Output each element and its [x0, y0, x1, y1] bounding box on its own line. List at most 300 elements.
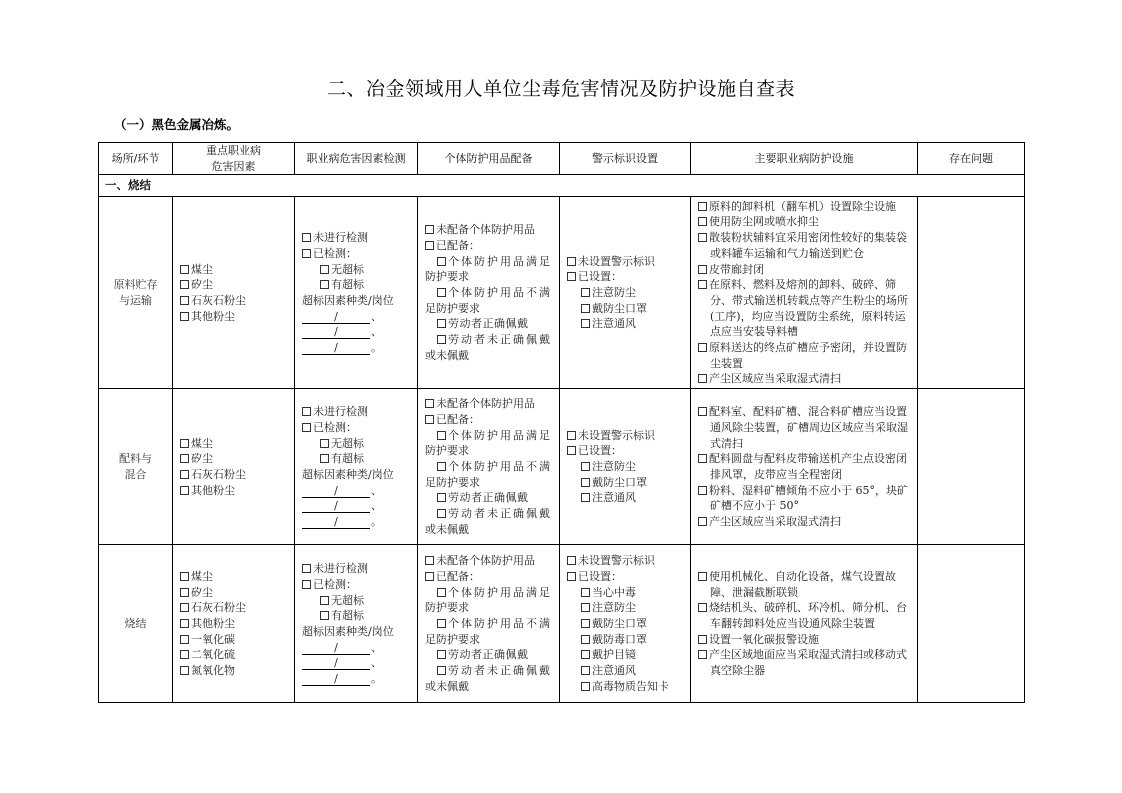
factor-option	[180, 600, 290, 616]
separator: 、	[371, 656, 382, 670]
detection-not-exceeded-label: 无超标	[331, 262, 364, 276]
facility-option-label: 烧结机头、破碎机、环冷机、筛分机、台车翻转卸料处应当设通风除尘装置	[709, 601, 907, 631]
facility-option-label: 原料送达的终点矿槽应予密闭，并设置防尘装置	[709, 341, 907, 370]
signs-set	[567, 269, 686, 285]
ppe-not-equipped-label: 未配备个体防护用品	[436, 554, 535, 568]
checkbox[interactable]	[180, 619, 189, 628]
exceed-factor-input[interactable]: /	[302, 484, 370, 498]
sign-option-label: 注意防尘	[592, 286, 636, 300]
warning-signs-cell	[560, 389, 691, 545]
sign-option-label: 戴防尘口罩	[592, 617, 647, 631]
ppe-worn-correctly	[425, 316, 555, 332]
sign-option-label: 注意通风	[592, 491, 636, 505]
checkbox[interactable]	[180, 635, 189, 644]
facility-option	[698, 404, 913, 451]
factor-option	[180, 293, 290, 309]
place-name-line1: 配料与	[119, 452, 152, 466]
signs-set-label: 已设置：	[578, 444, 622, 458]
factor-option	[180, 309, 290, 325]
checkbox[interactable]	[180, 650, 189, 659]
checkbox[interactable]	[437, 288, 446, 297]
detection-exceeded-label: 有超标	[331, 609, 364, 623]
facility-option-label: 产尘区域应当采取湿式清扫	[709, 372, 841, 386]
sign-option-label: 注意通风	[592, 664, 636, 678]
hazard-factors-cell	[173, 197, 295, 389]
sign-option	[567, 632, 686, 648]
detection-cell	[295, 389, 418, 545]
facility-option-label: 设置一氧化碳报警设施	[709, 632, 819, 646]
ppe-not-equipped	[425, 396, 555, 412]
factor-option	[180, 277, 290, 293]
signs-not-set	[567, 428, 686, 444]
factor-option-label: 煤尘	[191, 569, 213, 583]
header-place: 场所/环节	[99, 143, 173, 175]
factor-option	[180, 436, 290, 452]
exceed-factor-entry	[302, 324, 413, 340]
hazard-factors-cell	[173, 545, 295, 703]
checkbox[interactable]	[302, 233, 311, 242]
separator: 、	[371, 483, 382, 497]
exceed-factor-entry	[302, 309, 413, 325]
checkbox[interactable]	[581, 288, 590, 297]
ppe-not-worn-label: 劳动者未正确佩戴	[448, 507, 552, 521]
ppe-meets	[425, 428, 555, 444]
ppe-meets-cont: 防护要求	[425, 444, 469, 458]
checkbox[interactable]	[581, 478, 590, 487]
signs-set	[567, 443, 686, 459]
factor-option-label: 其他粉尘	[191, 617, 235, 631]
checkbox[interactable]	[698, 517, 707, 526]
facility-option	[698, 340, 913, 371]
checkbox[interactable]	[180, 470, 189, 479]
checkbox[interactable]	[698, 572, 707, 581]
factor-option	[180, 632, 290, 648]
checkbox[interactable]	[302, 407, 311, 416]
facility-option-label: 原料的卸料机（翻车机）设置除尘设施	[709, 199, 896, 213]
facility-option	[698, 569, 913, 600]
ppe-meets-cont: 防护要求	[425, 270, 469, 284]
checkbox[interactable]	[180, 439, 189, 448]
checkbox[interactable]	[698, 217, 707, 226]
checkbox[interactable]	[698, 454, 707, 463]
exceed-factor-entry	[302, 498, 413, 514]
factor-option-label: 石灰石粉尘	[191, 601, 246, 615]
ppe-cell	[418, 197, 560, 389]
factor-option-label: 矽尘	[191, 585, 213, 599]
exceed-factor-input[interactable]: /	[302, 672, 370, 686]
checkbox[interactable]	[698, 343, 707, 352]
self-check-table	[98, 142, 1025, 703]
ppe-meets-label: 个体防护用品满足	[448, 428, 552, 442]
section-title: 一、烧结	[99, 175, 1025, 197]
checkbox[interactable]	[581, 666, 590, 675]
signs-not-set-label: 未设置警示标识	[578, 428, 655, 442]
checkbox[interactable]	[180, 486, 189, 495]
exceed-factor-label: 超标因素种类/岗位	[302, 624, 394, 638]
exceed-factor-label: 超标因素种类/岗位	[302, 467, 394, 481]
sign-option	[567, 459, 686, 475]
ppe-meets-label: 个体防护用品满足	[448, 585, 552, 599]
checkbox[interactable]	[581, 462, 590, 471]
sign-option-label: 注意防尘	[592, 460, 636, 474]
facility-option	[698, 483, 913, 514]
factor-option-label: 其他粉尘	[191, 309, 235, 323]
factor-option	[180, 663, 290, 679]
ppe-not-equipped-label: 未配备个体防护用品	[436, 397, 535, 411]
facility-option	[698, 371, 913, 387]
header-problems: 存在问题	[918, 143, 1025, 175]
checkbox[interactable]	[698, 374, 707, 383]
sign-option	[567, 616, 686, 632]
checkbox[interactable]	[320, 280, 329, 289]
checkbox[interactable]	[320, 265, 329, 274]
ppe-not-meets-label: 个体防护用品不满	[448, 460, 552, 474]
facility-option-label: 产尘区域应当采取湿式清扫	[709, 515, 841, 529]
checkbox[interactable]	[437, 431, 446, 440]
hazard-factors-cell	[173, 389, 295, 545]
detection-not-exceeded	[302, 593, 413, 609]
facility-option-label: 使用防尘网或喷水抑尘	[709, 215, 819, 229]
checkbox[interactable]	[180, 666, 189, 675]
ppe-not-worn	[425, 332, 555, 348]
checkbox[interactable]	[437, 319, 446, 328]
sign-option	[567, 600, 686, 616]
sign-option	[567, 301, 686, 317]
section-subtitle: （一）黑色金属冶炼。	[114, 117, 240, 132]
checkbox[interactable]	[437, 588, 446, 597]
factor-option-label: 矽尘	[191, 278, 213, 292]
separator: 、	[371, 640, 382, 654]
header-warning-signs: 警示标识设置	[560, 143, 691, 175]
checkbox[interactable]	[180, 572, 189, 581]
checkbox[interactable]	[581, 603, 590, 612]
ppe-not-worn-cont: 或未佩戴	[425, 522, 469, 536]
place-name-line1: 烧结	[124, 617, 147, 631]
sign-option	[567, 647, 686, 663]
warning-signs-cell	[560, 545, 691, 703]
sign-option	[567, 316, 686, 332]
ppe-not-worn-cont: 或未佩戴	[425, 348, 469, 362]
ppe-not-worn	[425, 506, 555, 522]
exceed-factor-entry	[302, 340, 413, 356]
place-cell	[99, 197, 173, 389]
detection-not-tested	[302, 404, 413, 420]
checkbox[interactable]	[180, 280, 189, 289]
detection-not-tested	[302, 561, 413, 577]
facility-option-label: 散装粉状辅料宜采用密闭性较好的集装袋或料罐车运输和气力输送到贮仓	[709, 231, 907, 260]
checkbox[interactable]	[581, 304, 590, 313]
detection-not-tested	[302, 230, 413, 246]
sign-option	[567, 663, 686, 679]
detection-tested-label: 已检测：	[313, 246, 357, 260]
facility-option-label: 使用机械化、自动化设备，煤气设置故障、泄漏截断联锁	[709, 569, 896, 599]
detection-not-exceeded	[302, 436, 413, 452]
checkbox[interactable]	[302, 423, 311, 432]
facility-option	[698, 647, 913, 678]
checkbox[interactable]	[698, 265, 707, 274]
checkbox[interactable]	[437, 257, 446, 266]
separator: 、	[371, 309, 382, 323]
facilities-cell	[691, 197, 918, 389]
checkbox[interactable]	[320, 439, 329, 448]
sign-option	[567, 490, 686, 506]
facility-option	[698, 514, 913, 530]
checkbox[interactable]	[437, 619, 446, 628]
ppe-meets	[425, 585, 555, 601]
exceed-factor-input[interactable]: /	[302, 310, 370, 324]
checkbox[interactable]	[437, 509, 446, 518]
factor-option-label: 二氧化硫	[191, 648, 235, 662]
ppe-not-equipped	[425, 553, 555, 569]
ppe-worn-correctly-label: 劳动者正确佩戴	[448, 317, 529, 331]
checkbox[interactable]	[698, 650, 707, 659]
problems-cell[interactable]	[918, 197, 1025, 389]
ppe-not-meets-label: 个体防护用品不满	[448, 617, 552, 631]
exceed-factor-input[interactable]: /	[302, 499, 370, 513]
ppe-not-meets	[425, 616, 555, 632]
checkbox[interactable]	[581, 588, 590, 597]
exceed-factor-entry	[302, 640, 413, 656]
place-name-line2: 混合	[124, 467, 147, 481]
sign-option-label: 高毒物质告知卡	[592, 679, 669, 693]
exceed-factor-entry	[302, 655, 413, 671]
factor-option	[180, 262, 290, 278]
facilities-cell	[691, 389, 918, 545]
checkbox[interactable]	[698, 233, 707, 242]
ppe-worn-correctly	[425, 490, 555, 506]
header-hazard-factors-line1: 重点职业病	[206, 144, 261, 157]
checkbox[interactable]	[437, 666, 446, 675]
facility-option	[698, 214, 913, 230]
factor-option-label: 石灰石粉尘	[191, 293, 246, 307]
checkbox[interactable]	[437, 650, 446, 659]
signs-not-set	[567, 553, 686, 569]
checkbox[interactable]	[698, 407, 707, 416]
facility-option	[698, 600, 913, 631]
exceed-factor-entry	[302, 514, 413, 530]
checkbox[interactable]	[581, 493, 590, 502]
checkbox[interactable]	[567, 272, 576, 281]
ppe-meets-cont: 防护要求	[425, 601, 469, 615]
exceed-factor-input[interactable]: /	[302, 341, 370, 355]
checkbox[interactable]	[698, 202, 707, 211]
ppe-not-worn-cont: 或未佩戴	[425, 679, 469, 693]
signs-not-set-label: 未设置警示标识	[578, 254, 655, 268]
checkbox[interactable]	[180, 454, 189, 463]
ppe-cell	[418, 545, 560, 703]
checkbox[interactable]	[425, 241, 434, 250]
facility-option-label: 皮带廊封闭	[709, 262, 764, 276]
problems-cell[interactable]	[918, 545, 1025, 703]
factor-option-label: 氮氧化物	[191, 664, 235, 678]
checkbox[interactable]	[425, 399, 434, 408]
ppe-not-meets-cont: 足防护要求	[425, 632, 480, 646]
detection-exceeded	[302, 277, 413, 293]
checkbox[interactable]	[425, 572, 434, 581]
ppe-not-meets	[425, 285, 555, 301]
checkbox[interactable]	[581, 619, 590, 628]
facility-option	[698, 277, 913, 340]
factor-option-label: 其他粉尘	[191, 483, 235, 497]
factor-option-label: 煤尘	[191, 262, 213, 276]
detection-exceeded	[302, 608, 413, 624]
separator: 、	[371, 325, 382, 339]
separator: 。	[371, 341, 382, 355]
checkbox[interactable]	[437, 493, 446, 502]
factor-option	[180, 569, 290, 585]
detection-exceeded	[302, 451, 413, 467]
checkbox[interactable]	[698, 280, 707, 289]
factor-option	[180, 483, 290, 499]
detection-not-exceeded-label: 无超标	[331, 593, 364, 607]
ppe-equipped-label: 已配备：	[436, 238, 480, 252]
table-header-row	[99, 143, 1025, 175]
checkbox[interactable]	[180, 296, 189, 305]
exceed-factor-input[interactable]: /	[302, 641, 370, 655]
facility-option	[698, 451, 913, 482]
checkbox[interactable]	[425, 225, 434, 234]
signs-set-label: 已设置：	[578, 569, 622, 583]
signs-not-set-label: 未设置警示标识	[578, 554, 655, 568]
exceed-factor-entry	[302, 671, 413, 687]
section-row	[99, 175, 1025, 197]
exceed-factor-input[interactable]: /	[302, 656, 370, 670]
facility-option	[698, 262, 913, 278]
ppe-not-worn-label: 劳动者未正确佩戴	[448, 664, 552, 678]
ppe-not-meets-cont: 足防护要求	[425, 301, 480, 315]
sign-option-label: 当心中毒	[592, 585, 636, 599]
checkbox[interactable]	[320, 454, 329, 463]
sign-option-label: 戴护目镜	[592, 648, 636, 662]
checkbox[interactable]	[425, 415, 434, 424]
checkbox[interactable]	[180, 265, 189, 274]
checkbox[interactable]	[180, 312, 189, 321]
table-row	[99, 545, 1025, 703]
factor-option	[180, 467, 290, 483]
ppe-equipped	[425, 569, 555, 585]
sign-option	[567, 585, 686, 601]
checkbox[interactable]	[180, 603, 189, 612]
place-name-line1: 原料贮存	[113, 278, 158, 292]
ppe-equipped-label: 已配备：	[436, 569, 480, 583]
detection-exceeded-label: 有超标	[331, 278, 364, 292]
checkbox[interactable]	[567, 556, 576, 565]
exceed-factor-input[interactable]: /	[302, 325, 370, 339]
table-row	[99, 389, 1025, 545]
detection-exceeded-label: 有超标	[331, 452, 364, 466]
checkbox[interactable]	[437, 335, 446, 344]
checkbox[interactable]	[698, 635, 707, 644]
factor-option-label: 石灰石粉尘	[191, 467, 246, 481]
detection-tested	[302, 246, 413, 262]
facility-option-label: 配料圆盘与配料皮带输送机产尘点设密闭排风罩，皮带应当全程密闭	[709, 452, 907, 481]
detection-not-tested-label: 未进行检测	[313, 231, 368, 245]
sign-option-label: 戴防尘口罩	[592, 475, 647, 489]
checkbox[interactable]	[698, 486, 707, 495]
ppe-meets	[425, 254, 555, 270]
signs-not-set	[567, 254, 686, 270]
detection-tested-label: 已检测：	[313, 420, 357, 434]
checkbox[interactable]	[302, 564, 311, 573]
header-hazard-factors	[173, 143, 295, 175]
detection-not-exceeded-label: 无超标	[331, 436, 364, 450]
checkbox[interactable]	[581, 682, 590, 691]
exceed-factor-label: 超标因素种类/岗位	[302, 293, 394, 307]
checkbox[interactable]	[581, 650, 590, 659]
factor-option-label: 矽尘	[191, 452, 213, 466]
separator: 。	[371, 515, 382, 529]
sign-option	[567, 285, 686, 301]
place-cell	[99, 545, 173, 703]
checkbox[interactable]	[567, 572, 576, 581]
sign-option	[567, 679, 686, 695]
header-ppe: 个体防护用品配备	[418, 143, 560, 175]
detection-not-tested-label: 未进行检测	[313, 405, 368, 419]
sign-option-label: 戴防毒口罩	[592, 632, 647, 646]
place-name-line2: 与运输	[119, 293, 152, 307]
detection-cell	[295, 197, 418, 389]
facilities-cell	[691, 545, 918, 703]
factor-option	[180, 616, 290, 632]
ppe-meets-label: 个体防护用品满足	[448, 254, 552, 268]
detection-cell	[295, 545, 418, 703]
ppe-not-meets-label: 个体防护用品不满	[448, 286, 552, 300]
separator: 、	[371, 499, 382, 513]
exceed-factor-input[interactable]: /	[302, 515, 370, 529]
checkbox[interactable]	[302, 580, 311, 589]
checkbox[interactable]	[320, 596, 329, 605]
ppe-equipped	[425, 238, 555, 254]
facility-option	[698, 632, 913, 648]
ppe-equipped-label: 已配备：	[436, 412, 480, 426]
place-cell	[99, 389, 173, 545]
ppe-not-meets	[425, 459, 555, 475]
factor-option-label: 煤尘	[191, 436, 213, 450]
facility-option-label: 配料室、配料矿槽、混合料矿槽应当设置通风除尘装置，矿槽周边区域应当采取湿式清扫	[709, 405, 908, 450]
checkbox[interactable]	[581, 635, 590, 644]
checkbox[interactable]	[567, 257, 576, 266]
header-detection: 职业病危害因素检测	[295, 143, 418, 175]
checkbox[interactable]	[581, 319, 590, 328]
checkbox[interactable]	[320, 611, 329, 620]
facility-option-label: 在原料、燃料及熔剂的卸料、破碎、筛分、带式输送机转载点等产生粉尘的场所(工序)，均应当设置防尘系统，原料转运点应当安装导料槽	[709, 278, 908, 339]
sign-option-label: 戴防尘口罩	[592, 301, 647, 315]
header-facilities: 主要职业病防护设施	[691, 143, 918, 175]
ppe-worn-correctly	[425, 647, 555, 663]
ppe-cell	[418, 389, 560, 545]
checkbox[interactable]	[437, 462, 446, 471]
checkbox[interactable]	[567, 446, 576, 455]
problems-cell[interactable]	[918, 389, 1025, 545]
ppe-worn-correctly-label: 劳动者正确佩戴	[448, 648, 529, 662]
exceed-factor-entry	[302, 483, 413, 499]
table-row	[99, 197, 1025, 389]
ppe-not-worn	[425, 663, 555, 679]
checkbox[interactable]	[698, 603, 707, 612]
factor-option-label: 一氧化碳	[191, 632, 235, 646]
checkbox[interactable]	[567, 431, 576, 440]
checkbox[interactable]	[180, 588, 189, 597]
signs-set	[567, 569, 686, 585]
detection-not-tested-label: 未进行检测	[313, 562, 368, 576]
detection-not-exceeded	[302, 262, 413, 278]
factor-option	[180, 647, 290, 663]
factor-option	[180, 585, 290, 601]
checkbox[interactable]	[425, 556, 434, 565]
signs-set-label: 已设置：	[578, 270, 622, 284]
checkbox[interactable]	[302, 249, 311, 258]
ppe-not-equipped	[425, 222, 555, 238]
